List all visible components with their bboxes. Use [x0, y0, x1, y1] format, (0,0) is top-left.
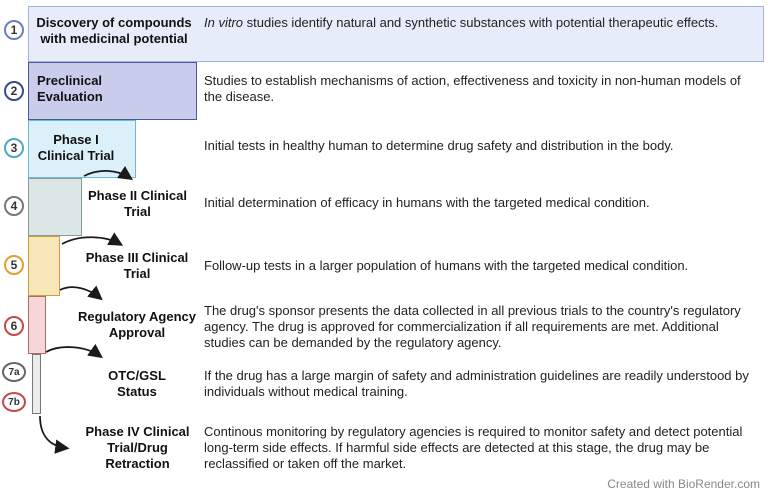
stage-6-description: The drug's sponsor presents the data collected in all previous trials to the country's regulatory agency. The drug is approved for commercialization if all requirements are met. Additional studies can be demanded by the regulatory agency. [204, 303, 741, 350]
stage-6-number: 6 [4, 316, 24, 336]
stage-7b-title: Phase IV Clinical Trial/Drug Retraction [85, 424, 190, 471]
stage-1-number: 1 [4, 20, 24, 40]
stage-3-title: Phase I Clinical Trial [37, 132, 115, 163]
stage-5-description: Follow-up tests in a larger population of humans with the targeted medical condition. [204, 258, 689, 273]
stage-5-title: Phase III Clinical Trial [85, 250, 189, 281]
stage-5-number: 5 [4, 255, 24, 275]
stage-2-title: Preclinical Evaluation [37, 73, 103, 104]
stage-4-number: 4 [4, 196, 24, 216]
stage-1-title: Discovery of compounds with medicinal potential [36, 15, 192, 46]
stage-7a-description: If the drug has a large margin of safety and administration guidelines are readily understood by individuals without medical training. [204, 368, 749, 399]
biorender-credit: Created with BioRender.com [607, 477, 760, 491]
stage-4-title: Phase II Clinical Trial [88, 188, 187, 219]
stage-3-number: 3 [4, 138, 24, 158]
arrow-to-phase-4 [40, 416, 66, 448]
arrow-to-otc [46, 347, 100, 356]
stage-7a-title: OTC/GSL Status [108, 368, 166, 399]
stage-7a-number: 7a [2, 362, 26, 382]
arrow-to-phase-2 [84, 171, 130, 178]
stage-7b-number: 7b [2, 392, 26, 412]
arrow-to-phase-3 [62, 237, 120, 244]
stage-7b-description: Continous monitoring by regulatory agencies is required to monitor safety and detect potential long-term side effects. If harmful side effects are detected at this stage, the drug may be reclassified or taken off the market. [204, 424, 743, 471]
stage-3-description: Initial tests in healthy human to determine drug safety and distribution in the body. [204, 138, 674, 153]
stage-2-description: Studies to establish mechanisms of action, effectiveness and toxicity in non-human models of the disease. [204, 73, 741, 104]
stage-2-number: 2 [4, 81, 24, 101]
stage-6-title: Regulatory Agency Approval [78, 309, 196, 340]
stage-1-description: In vitro studies identify natural and synthetic substances with potential therapeutic effects. [204, 15, 719, 30]
stage-4-description: Initial determination of efficacy in humans with the targeted medical condition. [204, 195, 650, 210]
arrow-to-regulatory [60, 287, 100, 298]
